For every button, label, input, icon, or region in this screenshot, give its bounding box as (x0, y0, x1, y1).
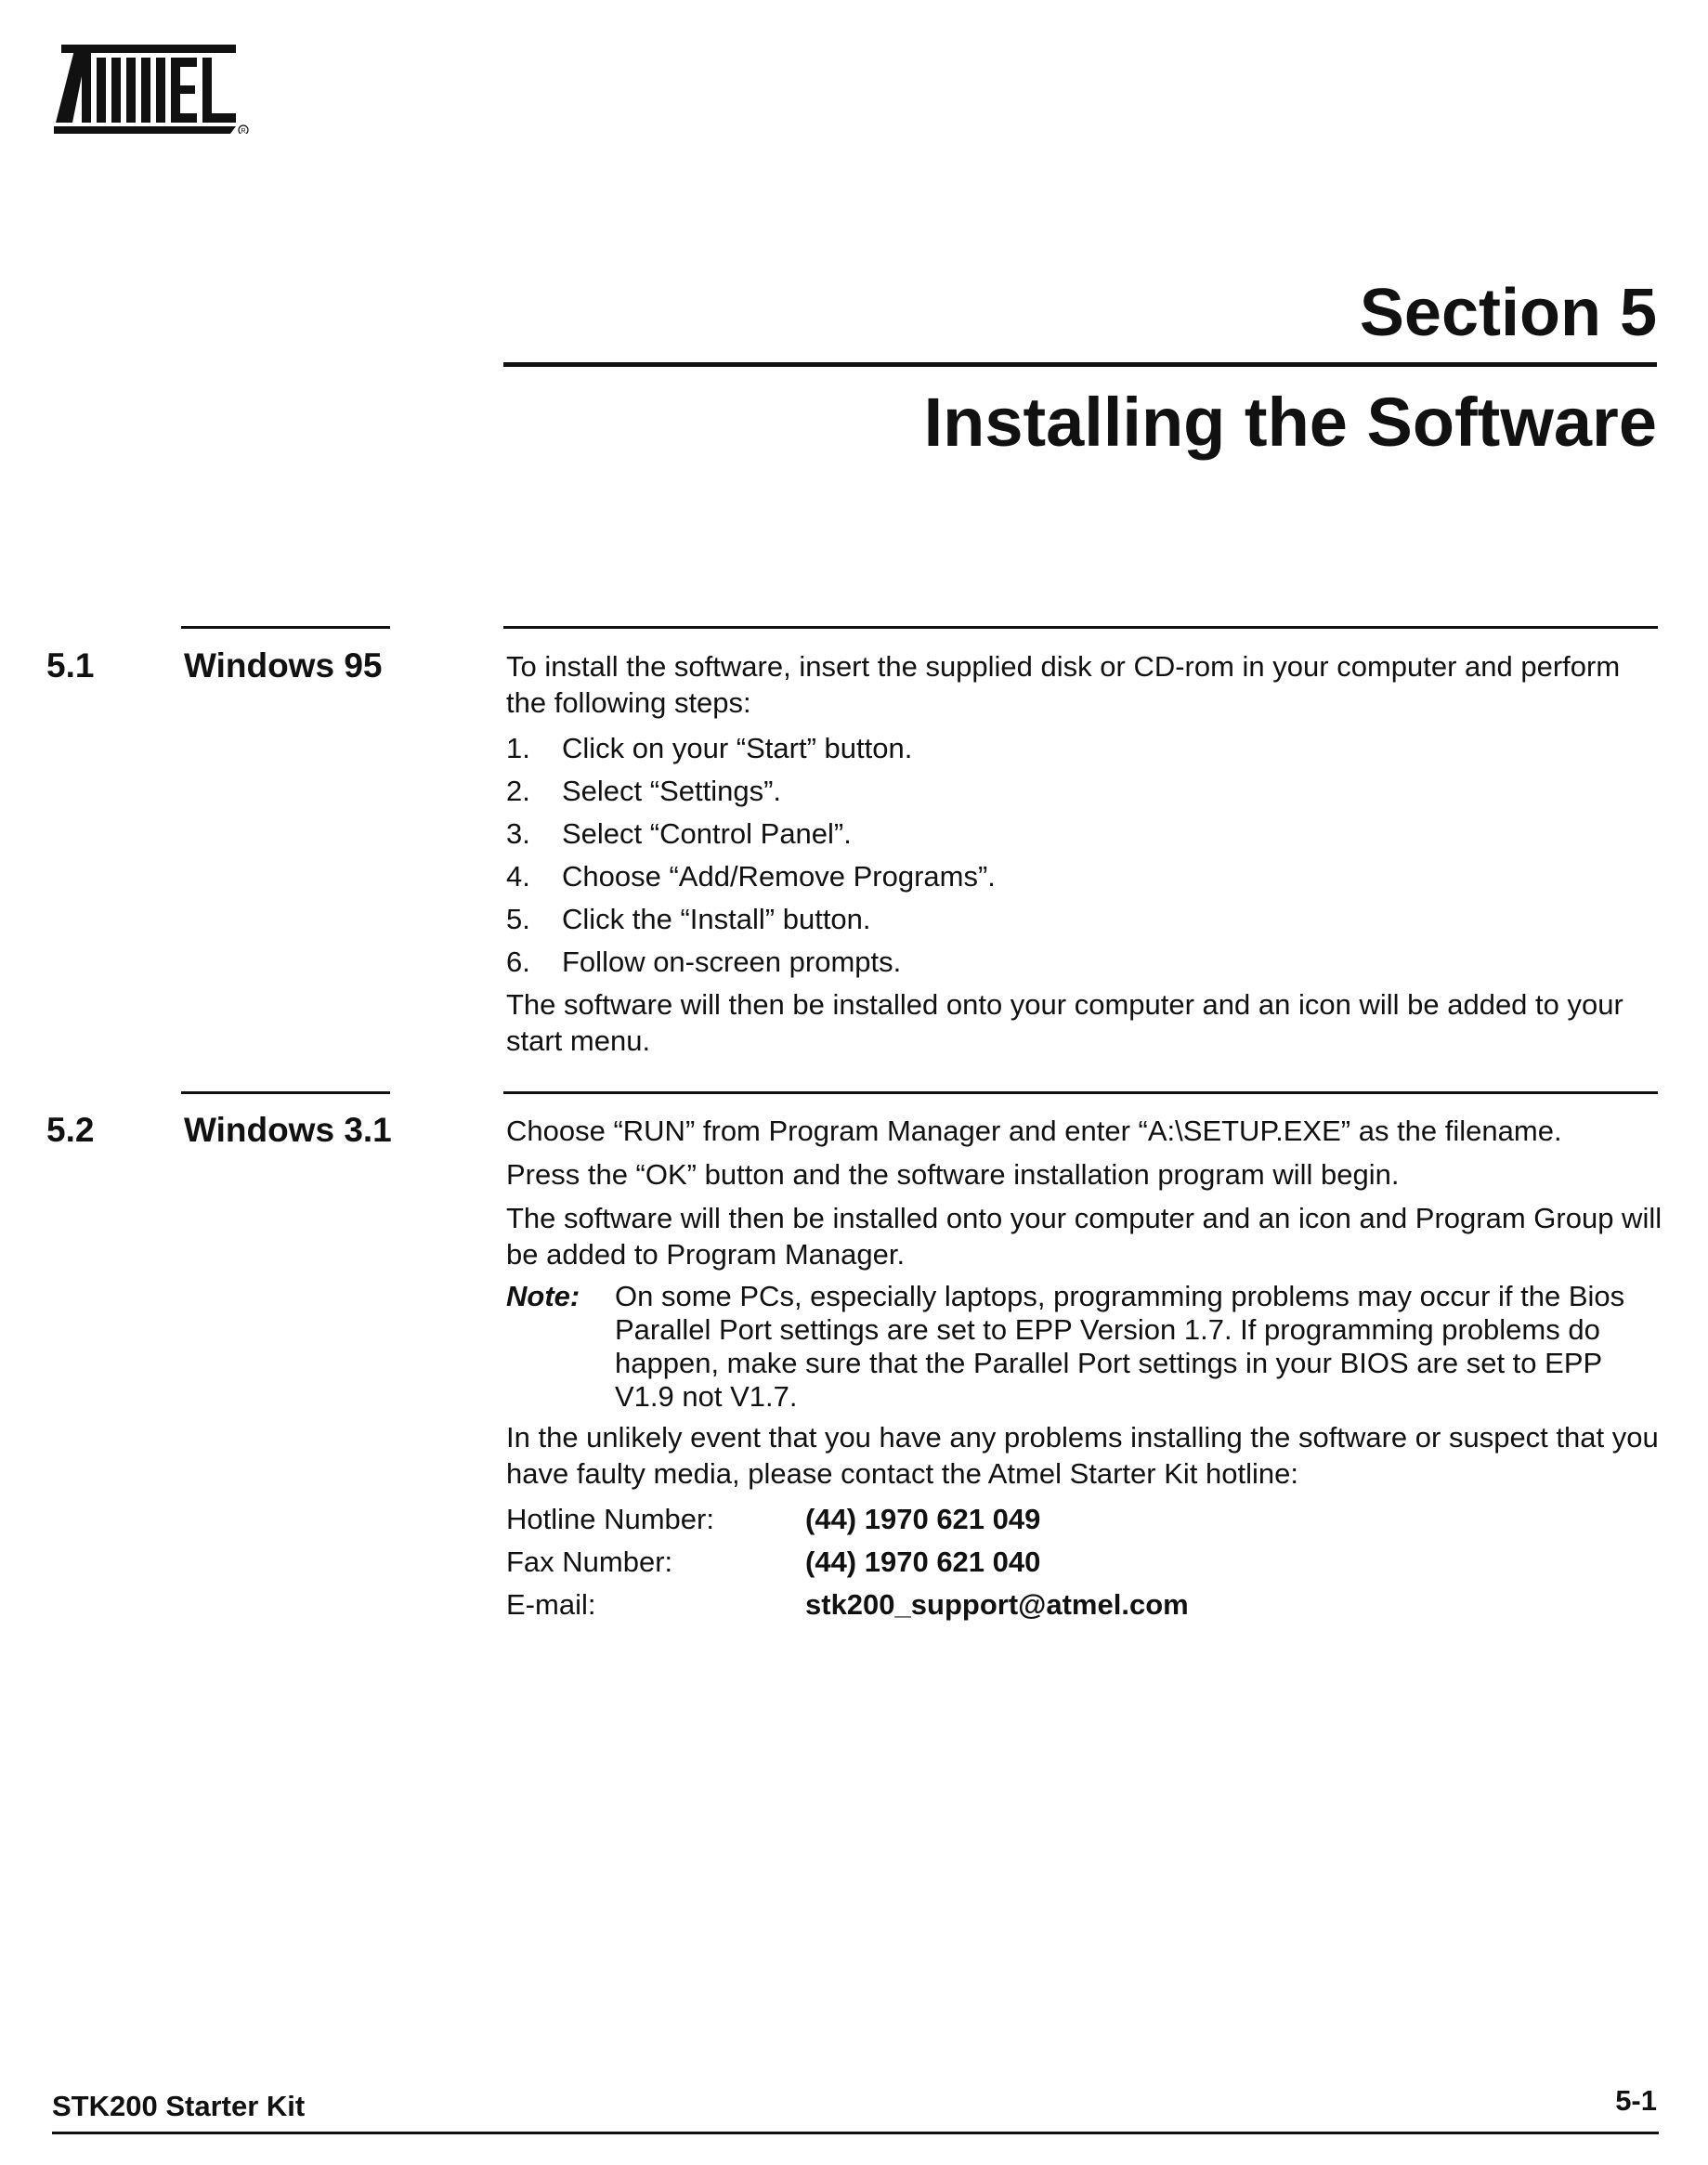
subsection-rule-right (503, 626, 1658, 629)
section-number: Section 5 (1359, 276, 1657, 350)
step-text: Click on your “Start” button. (562, 732, 913, 764)
paragraph: Choose “RUN” from Program Manager and enter “A:\SETUP.EXE” as the filename. (506, 1115, 1562, 1147)
subsection-heading: Windows 95 (184, 646, 383, 685)
list-item (506, 815, 1667, 852)
page-number: 5-1 (1615, 2084, 1657, 2117)
section-title: Installing the Software (923, 384, 1657, 461)
step-number: 2. (506, 775, 530, 807)
step-text: Select “Settings”. (562, 775, 782, 807)
subsection-number: 5.2 (46, 1111, 95, 1149)
contact-row (506, 1540, 1667, 1583)
list-item (506, 944, 1667, 980)
note-label: Note: (506, 1280, 580, 1312)
step-text: Choose “Add/Remove Programs”. (562, 860, 996, 893)
subsection-body (506, 648, 1667, 1059)
closing-paragraph: In the unlikely event that you have any problems installing the software or suspect that you have faulty media, please contact the Atmel Starter Kit hotline: (506, 1421, 1659, 1490)
contact-value: stk200_support@atmel.com (805, 1587, 1189, 1621)
svg-text:R: R (241, 128, 246, 134)
contact-table (506, 1497, 1667, 1625)
step-text: Click the “Install” button. (562, 903, 871, 935)
paragraph: Press the “OK” button and the software installation program will begin. (506, 1158, 1400, 1191)
contact-label: E-mail: (506, 1587, 596, 1621)
step-number: 5. (506, 903, 530, 935)
title-rule (503, 362, 1657, 367)
atmel-logo (54, 45, 249, 134)
footer-title: STK200 Starter Kit (52, 2090, 306, 2122)
step-text: Select “Control Panel”. (562, 817, 852, 850)
contact-label: Hotline Number: (506, 1502, 714, 1535)
list-item (506, 730, 1667, 766)
subsection-rule-left (181, 626, 390, 629)
step-text: Follow on-screen prompts. (562, 946, 902, 978)
step-number: 4. (506, 860, 530, 893)
step-number: 6. (506, 946, 530, 978)
contact-label: Fax Number: (506, 1545, 673, 1578)
list-item (506, 773, 1667, 809)
subsection-heading: Windows 3.1 (184, 1111, 392, 1149)
install-steps (506, 730, 1667, 980)
note-text: On some PCs, especially laptops, programming problems may occur if the Bios Parallel Port settings are set to EPP Version 1.7. If programming problems do happen, make sure that the Parallel Port settings in your BIOS are set to EPP V1.9 not V1.7. (615, 1280, 1625, 1413)
list-item (506, 858, 1667, 894)
contact-row (506, 1497, 1667, 1540)
outro-paragraph: The software will then be installed onto your computer and an icon will be added to your start menu. (506, 988, 1623, 1057)
paragraph: The software will then be installed onto your computer and an icon and Program Group will be added to Program Manager. (506, 1202, 1662, 1271)
contact-value: (44) 1970 621 049 (805, 1502, 1041, 1535)
contact-row (506, 1583, 1667, 1625)
subsection-number: 5.1 (46, 646, 95, 685)
contact-value: (44) 1970 621 040 (805, 1545, 1041, 1578)
step-number: 1. (506, 732, 530, 764)
subsection-rule-right (503, 1091, 1658, 1094)
list-item (506, 901, 1667, 937)
step-number: 3. (506, 817, 530, 850)
subsection-body (506, 1113, 1667, 1625)
subsection-rule-left (181, 1091, 390, 1094)
note-block (506, 1280, 1667, 1414)
footer-rule (52, 2132, 1659, 2134)
intro-paragraph: To install the software, insert the supplied disk or CD-rom in your computer and perform the following steps: (506, 650, 1621, 719)
